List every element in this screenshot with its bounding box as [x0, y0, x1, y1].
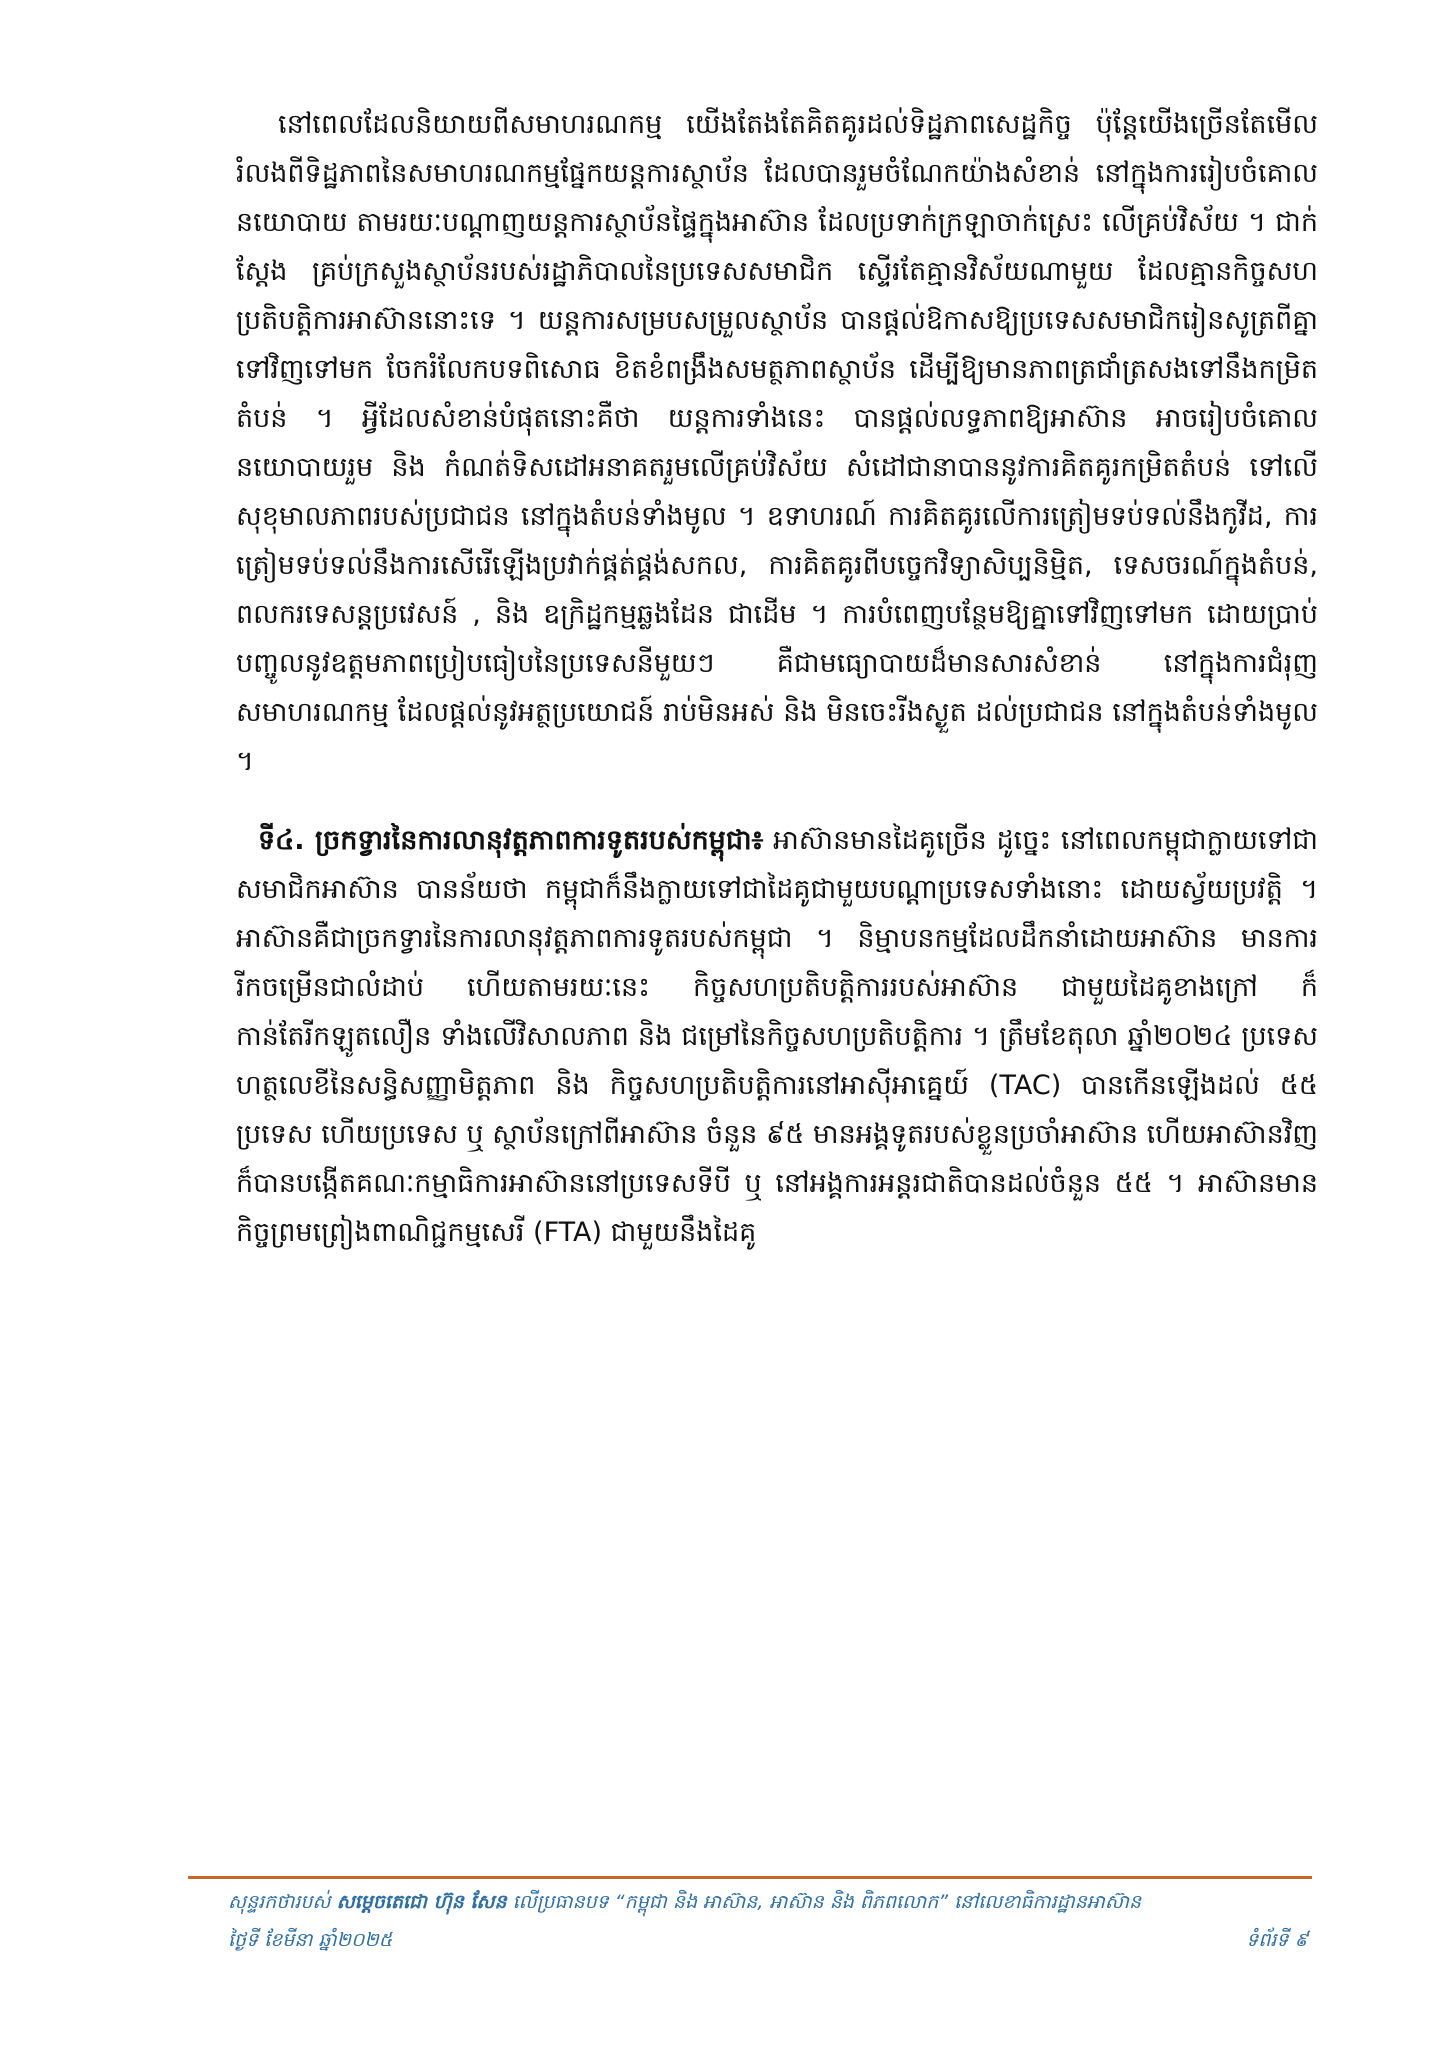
paragraph-integration: នៅពេលដែលនិយាយពីសមាហរណកម្ម យើងតែងតែគិតគូរដល់ទិដ្ឋភាពសេដ្ឋកិច្ច ប៉ុន្តែយើងច្រើនតែមើលរំលងពីទិដ្ឋភាពនៃសមាហរណកម្មផ្នែកយន្តការស្ថាប័ន ដែលបានរួមចំណែកយ៉ាងសំខាន់ នៅក្នុងការរៀបចំគោលនយោបាយ តាមរយៈបណ្ដាញយន្តការ​ស្ថាប័នផ្ទៃក្នុងអាស៊ាន ដែលប្រទាក់ក្រឡាចាក់ស្រេះ លើគ្រប់វិស័យ ។ ជាក់ស្តែង គ្រប់ក្រសួងស្ថាប័នរបស់រដ្ឋាភិបាលនៃប្រទេសសមាជិក ស្ទើរតែគ្មានវិស័យណាមួយ ដែលគ្មានកិច្ចសហប្រតិបត្តិការអាស៊ាននោះទេ ។ យន្តការសម្របសម្រួលស្ថាប័ន បានផ្តល់ឱកាសឱ្យប្រទេសសមាជិករៀនសូត្រពីគ្នាទៅវិញទៅមក ចែករំលែកបទពិសោធ ខិតខំពង្រឹងសមត្ថភាពស្ថាប័ន ដើម្បីឱ្យមានភាពត្រជាំត្រសងទៅនឹងកម្រិតតំបន់ ។ អ្វីដែលសំខាន់បំផុតនោះគឺថា យន្តការទាំងនេះ បានផ្តល់លទ្ធភាពឱ្យអាស៊ាន អាចរៀបចំគោលនយោបាយរួម និង កំណត់ទិសដៅអនាគតរួមលើគ្រប់វិស័យ សំដៅជានាបាននូវការគិតគូរកម្រិតតំបន់ ទៅលើសុខុមាលភាពរបស់ប្រជាជន នៅក្នុងតំបន់ទាំងមូល ។ ឧទាហរណ៍ ការគិតគូរលើការត្រៀមទប់ទល់នឹងកូវីដ, ការត្រៀមទប់ទល់នឹងការសើរើឡើងប្រវាក់ផ្គត់ផ្គង់សកល, ការគិតគូរពីបច្ចេកវិទ្យាសិប្បនិម្មិត, ទេសចរណ៍ក្នុងតំបន់, ពលករទេសន្តប្រវេសន៍ , និង ឧក្រិដ្ឋកម្មឆ្លងដែន ជាដើម ។ ការបំពេញបន្ថែមឱ្យគ្នាទៅវិញទៅមក ដោយប្រាប់បញ្ចូលនូវឧត្តមភាពប្រៀបធៀបនៃប្រទេសនីមួយៗ គឺជាមធ្យោបាយដ៏មានសារសំខាន់ នៅក្នុងការជំរុញសមាហរណកម្ម ដែលផ្តល់នូវអត្ថប្រយោជន៍ រាប់មិនអស់ និង មិនចេះរីងស្ងួត ដល់ប្រជាជន នៅក្នុងតំបន់ទាំងមូល ។	[236, 109, 1318, 777]
footer-prefix: សុន្ទរកថារបស់	[228, 1891, 337, 1913]
footer-speech-title	[228, 1890, 1308, 1918]
footer-topic: លើប្រធានបទ “កម្ពុជា និង អាស៊ាន, អាស៊ាន និង ពិភពលោក” នៅលេខាធិការដ្ឋានអាស៊ាន	[506, 1891, 1142, 1913]
paragraph-body: អាស៊ានមានដៃគូច្រើន ដូច្នេះ នៅពេលកម្ពុជាក្លាយទៅជាសមាជិកអាស៊ាន បានន័យថា កម្ពុជាក៏នឹងក្លាយទៅជាដៃគូជាមួយបណ្ដាប្រទេសទាំងនោះ ដោយស្វ័យប្រវត្តិ ។ អាស៊ានគឺជាច្រកទ្វារនៃការលានុវត្តភាពការទូតរបស់កម្ពុជា ។ និម្មាបនកម្មដែលដឹកនាំដោយអាស៊ាន មានការរីកចម្រើនជាលំដាប់ ហើយតាមរយៈនេះ កិច្ចសហប្រតិបត្តិការរបស់អាស៊ាន ជាមួយដៃគូខាងក្រៅ ក៏កាន់តែរីកឡូតលឿន ទាំងលើវិសាលភាព និង ជម្រៅនៃកិច្ចសហប្រតិបត្តិការ ។ ត្រឹមខែតុលា ឆ្នាំ២០២៤ ប្រទេសហត្ថលេខីនៃសន្ធិសញ្ញាមិត្តភាព និង កិច្ចសហប្រតិបត្តិការនៅអាស៊ីអាគ្នេយ៍ (TAC) បានកើនឡើងដល់ ៥៥ ប្រទេស ហើយប្រទេស ឬ ស្ថាប័នក្រៅពីអាស៊ាន ចំនួន ៩៥ មានអង្គទូតរបស់ខ្លួនប្រចាំអាស៊ាន ហើយអាស៊ានវិញ ក៏បានបង្កើតគណៈកម្មាធិការអាស៊ាននៅប្រទេសទីបី ឬ នៅអង្គការអន្តរជាតិបានដល់ចំនួន ៥៥ ។ អាស៊ានមានកិច្ចព្រមព្រៀងពាណិជ្ជកម្មសេរី (FTA) ជាមួយនឹងដៃគូ	[236, 825, 1318, 1248]
footer-speaker-name: សម្តេចតេជោ ហ៊ុន សែន	[336, 1891, 507, 1913]
paragraph-diplomacy	[236, 816, 1318, 1257]
document-body	[236, 100, 1318, 1257]
footer-divider	[188, 1876, 1312, 1879]
page-number: ទំព័រទី ៩	[1246, 1929, 1308, 1951]
footer-date: ថ្ងៃទី ខែមីនា ឆ្នាំ២០២៥	[228, 1929, 393, 1951]
paragraph-heading: ទី៤. ច្រកទ្វារនៃការលានុវត្តភាពការទូតរបស់កម្ពុជា៖	[258, 825, 764, 856]
